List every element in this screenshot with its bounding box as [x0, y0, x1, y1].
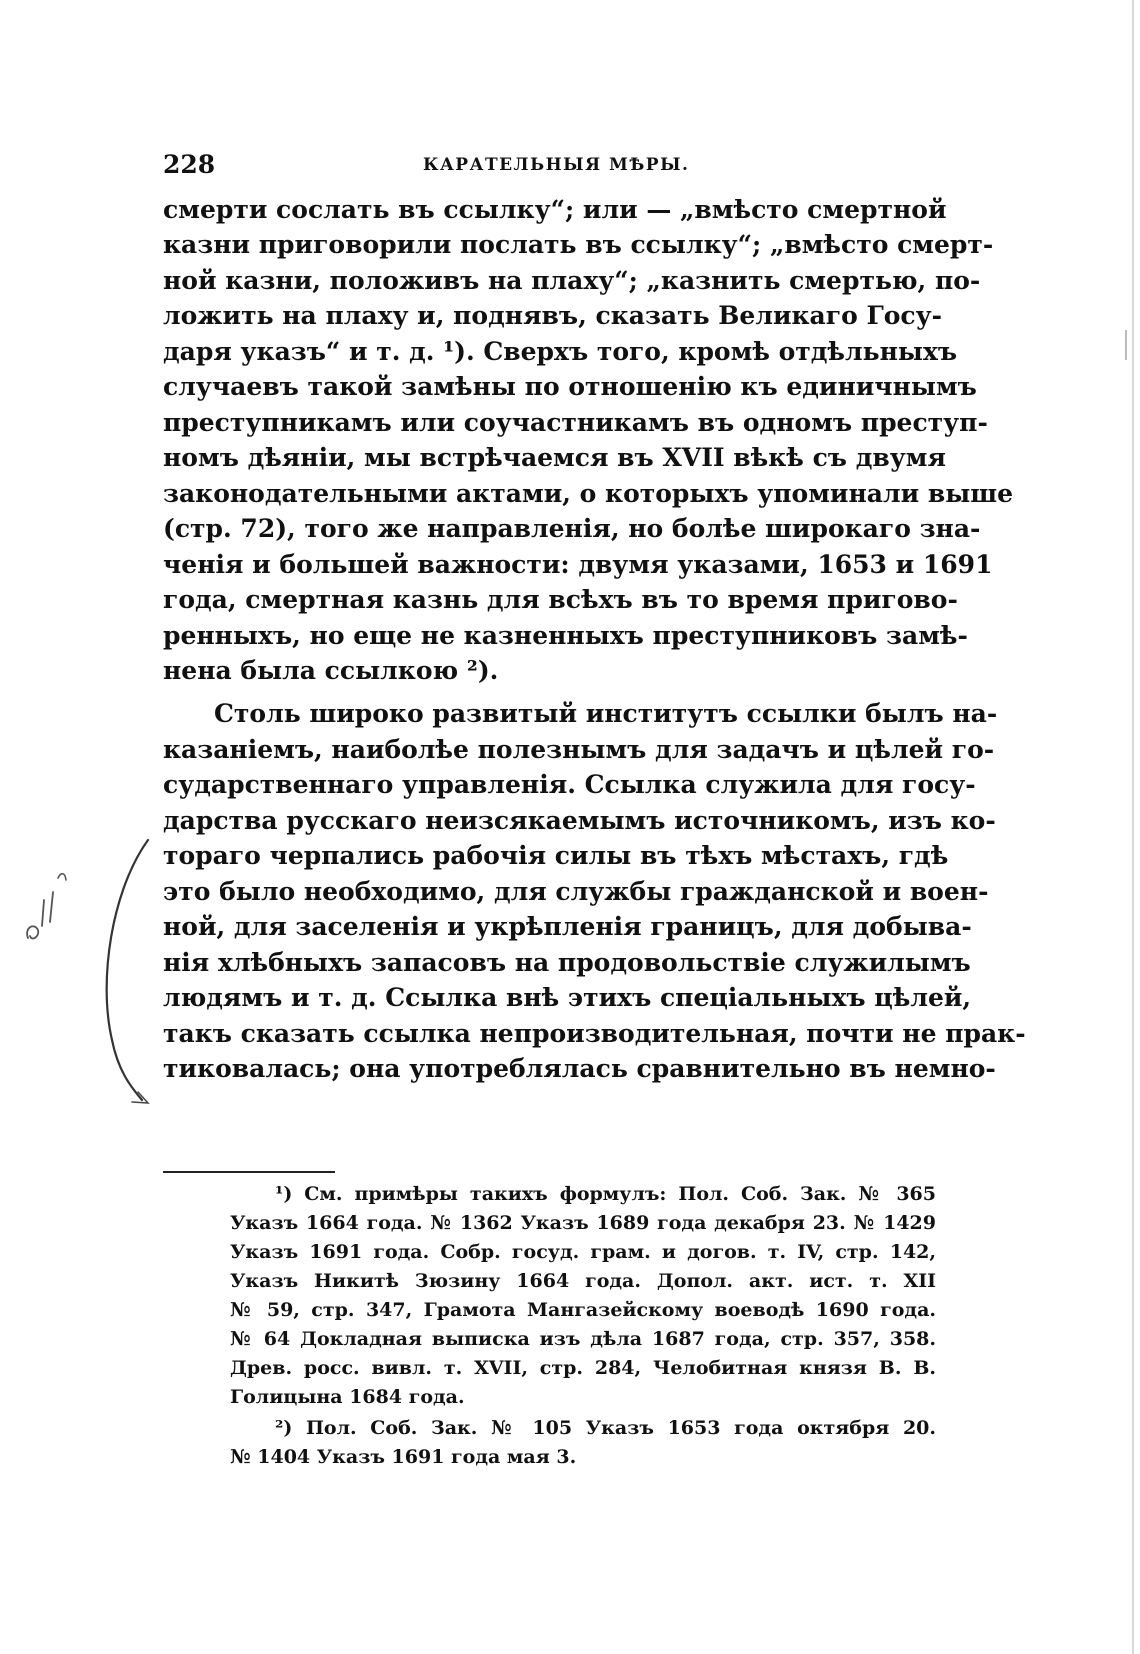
footnote-line: Указъ 1691 года. Собр. госуд. грам. и догов. т. IV, стр. 142,: [230, 1241, 936, 1263]
body-line: законодательными актами, о которыхъ упоминали выше: [163, 479, 1014, 508]
footnote-rule: [163, 1171, 335, 1173]
footnote-line: ¹) См. примѣры такихъ формулъ: Пол. Соб. Зак. № 365: [275, 1183, 936, 1205]
handwritten-margin-note: [20, 830, 180, 1110]
footnote-line: № 64 Докладная выписка изъ дѣла 1687 года, стр. 357, 358.: [230, 1328, 936, 1350]
body-line: тиковалась; она употреблялась сравнительно въ немно-: [163, 1054, 996, 1083]
body-line: номъ дѣяніи, мы встрѣчаемся въ XVII вѣкѣ съ двумя: [163, 443, 946, 472]
footnote-line: № 59, стр. 347, Грамота Мангазейскому воеводѣ 1690 года.: [230, 1299, 936, 1321]
body-line: казаніемъ, наиболѣе полезнымъ для задачъ и цѣлей го-: [163, 735, 995, 764]
body-line: ренныхъ, но еще не казненныхъ преступниковъ замѣ-: [163, 621, 968, 650]
footnote-line: Голицына 1684 года.: [230, 1386, 465, 1408]
body-line: нена была ссылкою ²).: [163, 656, 499, 685]
page-edge-line: [1132, 0, 1134, 1654]
body-line: Столь широко развитый институтъ ссылки былъ на-: [214, 699, 998, 728]
body-line: тораго черпались рабочія силы въ тѣхъ мѣстахъ, гдѣ: [163, 841, 949, 870]
body-line: ной казни, положивъ на плаху“; „казнить смертью, по-: [163, 266, 981, 295]
body-line: дарства русскаго неизсякаемымъ источникомъ, изъ ко-: [163, 806, 996, 835]
footnote-line: Указъ 1664 года. № 1362 Указъ 1689 года декабря 23. № 1429: [230, 1212, 936, 1234]
body-line: смерти сослать въ ссылку“; или — „вмѣсто смертной: [163, 195, 947, 224]
body-line: случаевъ такой замѣны по отношенію къ единичнымъ: [163, 372, 977, 401]
body-line: ченія и большей важности: двумя указами, 1653 и 1691: [163, 550, 993, 579]
footnote-line: Древ. росс. вивл. т. XVII, стр. 284, Челобитная князя В. В.: [230, 1357, 936, 1379]
body-line: сударственнаго управленія. Ссылка служила для госу-: [163, 770, 976, 799]
body-line: такъ сказать ссылка непроизводительная, почти не прак-: [163, 1019, 1026, 1048]
footnote-line: № 1404 Указъ 1691 года мая 3.: [230, 1446, 577, 1468]
body-line: людямъ и т. д. Ссылка внѣ этихъ спеціальныхъ цѣлей,: [163, 983, 972, 1012]
body-line: нія хлѣбныхъ запасовъ на продовольствіе служилымъ: [163, 948, 971, 977]
page-edge-mark: [1125, 330, 1127, 360]
footnote-line: Указъ Никитѣ Зюзину 1664 года. Допол. акт. ист. т. XII: [230, 1270, 936, 1292]
body-line: ной, для заселенія и укрѣпленія границъ, для добыва-: [163, 912, 972, 941]
body-line: года, смертная казнь для всѣхъ въ то время пригово-: [163, 585, 958, 614]
body-line: даря указъ“ и т. д. ¹). Сверхъ того, кромѣ отдѣльныхъ: [163, 337, 958, 366]
body-line: (стр. 72), того же направленія, но болѣе широкаго зна-: [163, 514, 981, 543]
running-title: КАРАТЕЛЬНЫЯ МѢРЫ.: [423, 155, 690, 175]
body-line: преступникамъ или соучастникамъ въ одномъ преступ-: [163, 408, 988, 437]
body-line: ложить на плаху и, поднявъ, сказать Великаго Госу-: [163, 301, 942, 330]
footnote-line: ²) Пол. Соб. Зак. № 105 Указъ 1653 года октября 20.: [275, 1417, 936, 1439]
body-line: это было необходимо, для службы гражданской и воен-: [163, 877, 989, 906]
page-number: 228: [163, 150, 216, 179]
body-line: казни приговорили послать въ ссылку“; „вмѣсто смерт-: [163, 230, 994, 259]
page-header: [163, 150, 933, 184]
